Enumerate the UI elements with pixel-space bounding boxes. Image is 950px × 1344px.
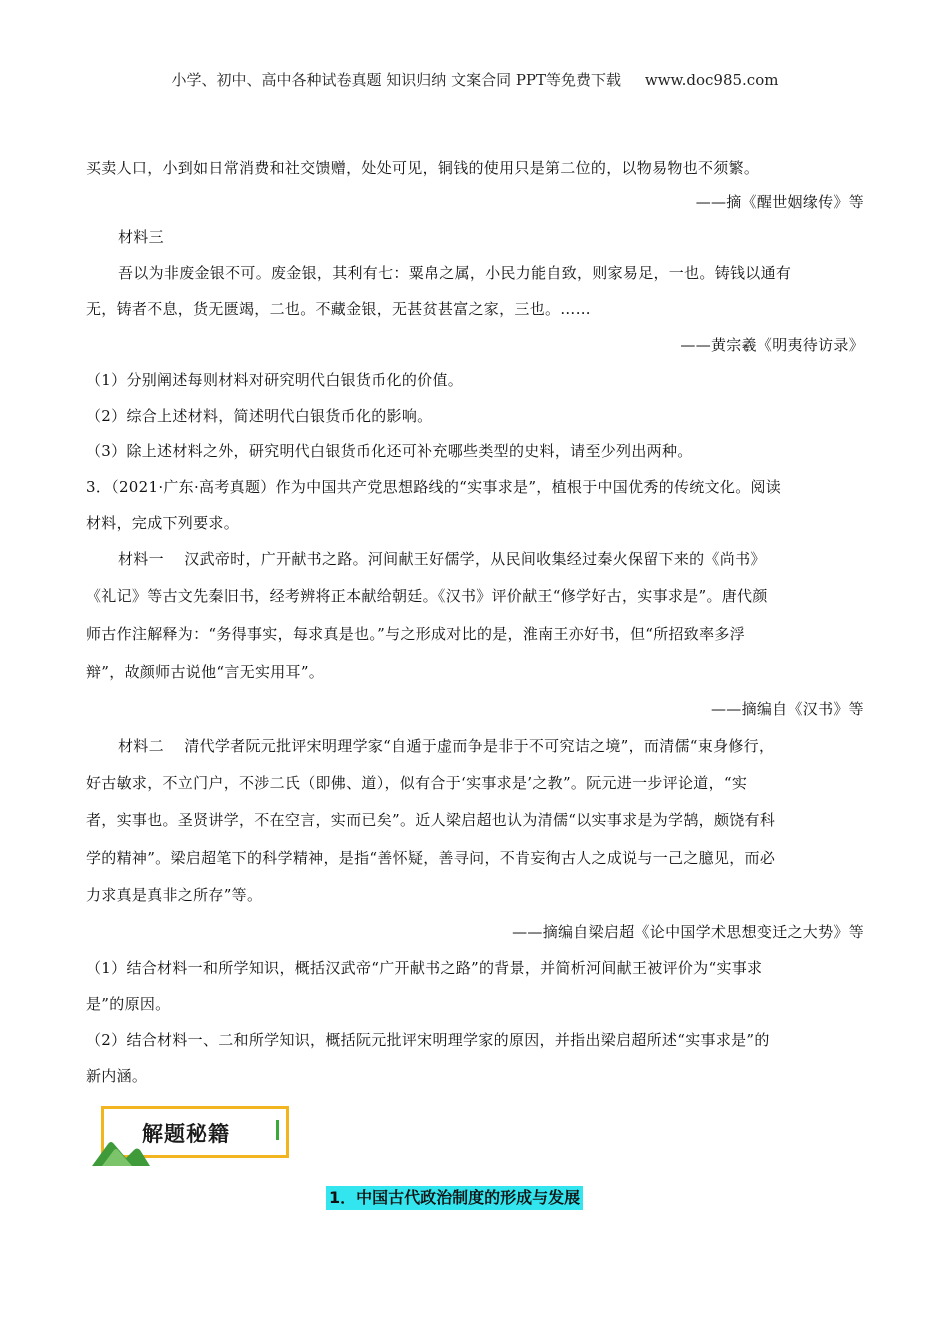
badge-accent-mark xyxy=(276,1120,279,1140)
source-citation: ——黄宗羲《明夷待访录》 xyxy=(680,336,864,354)
text-line: 好古敏求，不立门户，不涉二氏（即佛、道），似有合于‘实事求是’之教”。阮元进一步评论道，“实 xyxy=(86,774,748,792)
solution-tips-badge xyxy=(92,1102,294,1164)
source-citation: ——摘《醒世姻缘传》等 xyxy=(695,193,864,211)
source-citation: ——摘编自梁启超《论中国学术思想变迁之大势》等 xyxy=(512,923,864,941)
text-line: 《礼记》等古文先秦旧书，经考辨将正本献给朝廷。《汉书》评价献王“修学好古，实事求是”。唐代颜 xyxy=(86,587,768,605)
text-line: 吾以为非废金银不可。废金银，其利有七：粟帛之属，小民力能自致，则家易足，一也。铸钱以通有 xyxy=(118,264,792,282)
question-heading: 3．（2021·广东·高考真题）作为中国共产党思想路线的“实事求是”，植根于中国优秀的传统文化。阅读 xyxy=(86,478,782,496)
material-heading: 材料三 xyxy=(118,228,164,246)
text-line: 无，铸者不息，货无匮竭，二也。不藏金银，无甚贫甚富之家，三也。…… xyxy=(86,300,591,318)
badge-label: 解题秘籍 xyxy=(142,1122,230,1146)
text-line: 是”的原因。 xyxy=(86,995,171,1013)
question-item: （1）分别阐述每则材料对研究明代白银货币化的价值。 xyxy=(86,371,464,389)
text-line: 辩”，故颜师古说他“言无实用耳”。 xyxy=(86,663,325,681)
text-line: 材料，完成下列要求。 xyxy=(86,514,240,532)
text-line: 材料一 汉武帝时，广开献书之路。河间献王好儒学，从民间收集经过秦火保留下来的《尚书》 xyxy=(118,550,766,568)
text-line: 新内涵。 xyxy=(86,1067,148,1085)
text-line: 学的精神”。梁启超笔下的科学精神，是指“善怀疑，善寻问，不肯妄徇古人之成说与一己之臆见，而必 xyxy=(86,849,776,867)
section-title: 1．中国古代政治制度的形成与发展 xyxy=(326,1186,583,1210)
question-item: （2）结合材料一、二和所学知识，概括阮元批评宋明理学家的原因，并指出梁启超所述“实事求是”的 xyxy=(86,1031,770,1049)
text-line: 力求真是真非之所存”等。 xyxy=(86,886,263,904)
text-line: 者，实事也。圣贤讲学，不在空言，实而已矣”。近人梁启超也认为清儒“以实事求是为学鹄，颇饶有科 xyxy=(86,811,776,829)
question-item: （2）综合上述材料，简述明代白银货币化的影响。 xyxy=(86,407,433,425)
question-item: （3）除上述材料之外，研究明代白银货币化还可补充哪些类型的史料，请至少列出两种。 xyxy=(86,442,693,460)
page-header: 小学、初中、高中各种试卷真题 知识归纳 文案合同 PPT等免费下载 www.doc985.com xyxy=(171,71,779,89)
question-item: （1）结合材料一和所学知识，概括汉武帝“广开献书之路”的背景，并简析河间献王被评价为“实事求 xyxy=(86,959,763,977)
text-line: 材料二 清代学者阮元批评宋明理学家“自遁于虚而争是非于不可究诘之境”，而清儒“束身修行， xyxy=(118,737,775,755)
text-line: 师古作注解释为：“务得事实，每求真是也。”与之形成对比的是，淮南王亦好书，但“所招致率多浮 xyxy=(86,625,746,643)
text-line: 买卖人口，小到如日常消费和社交馈赠，处处可见，铜钱的使用只是第二位的，以物易物也不须繁。 xyxy=(86,159,760,177)
source-citation: ——摘编自《汉书》等 xyxy=(710,700,864,718)
